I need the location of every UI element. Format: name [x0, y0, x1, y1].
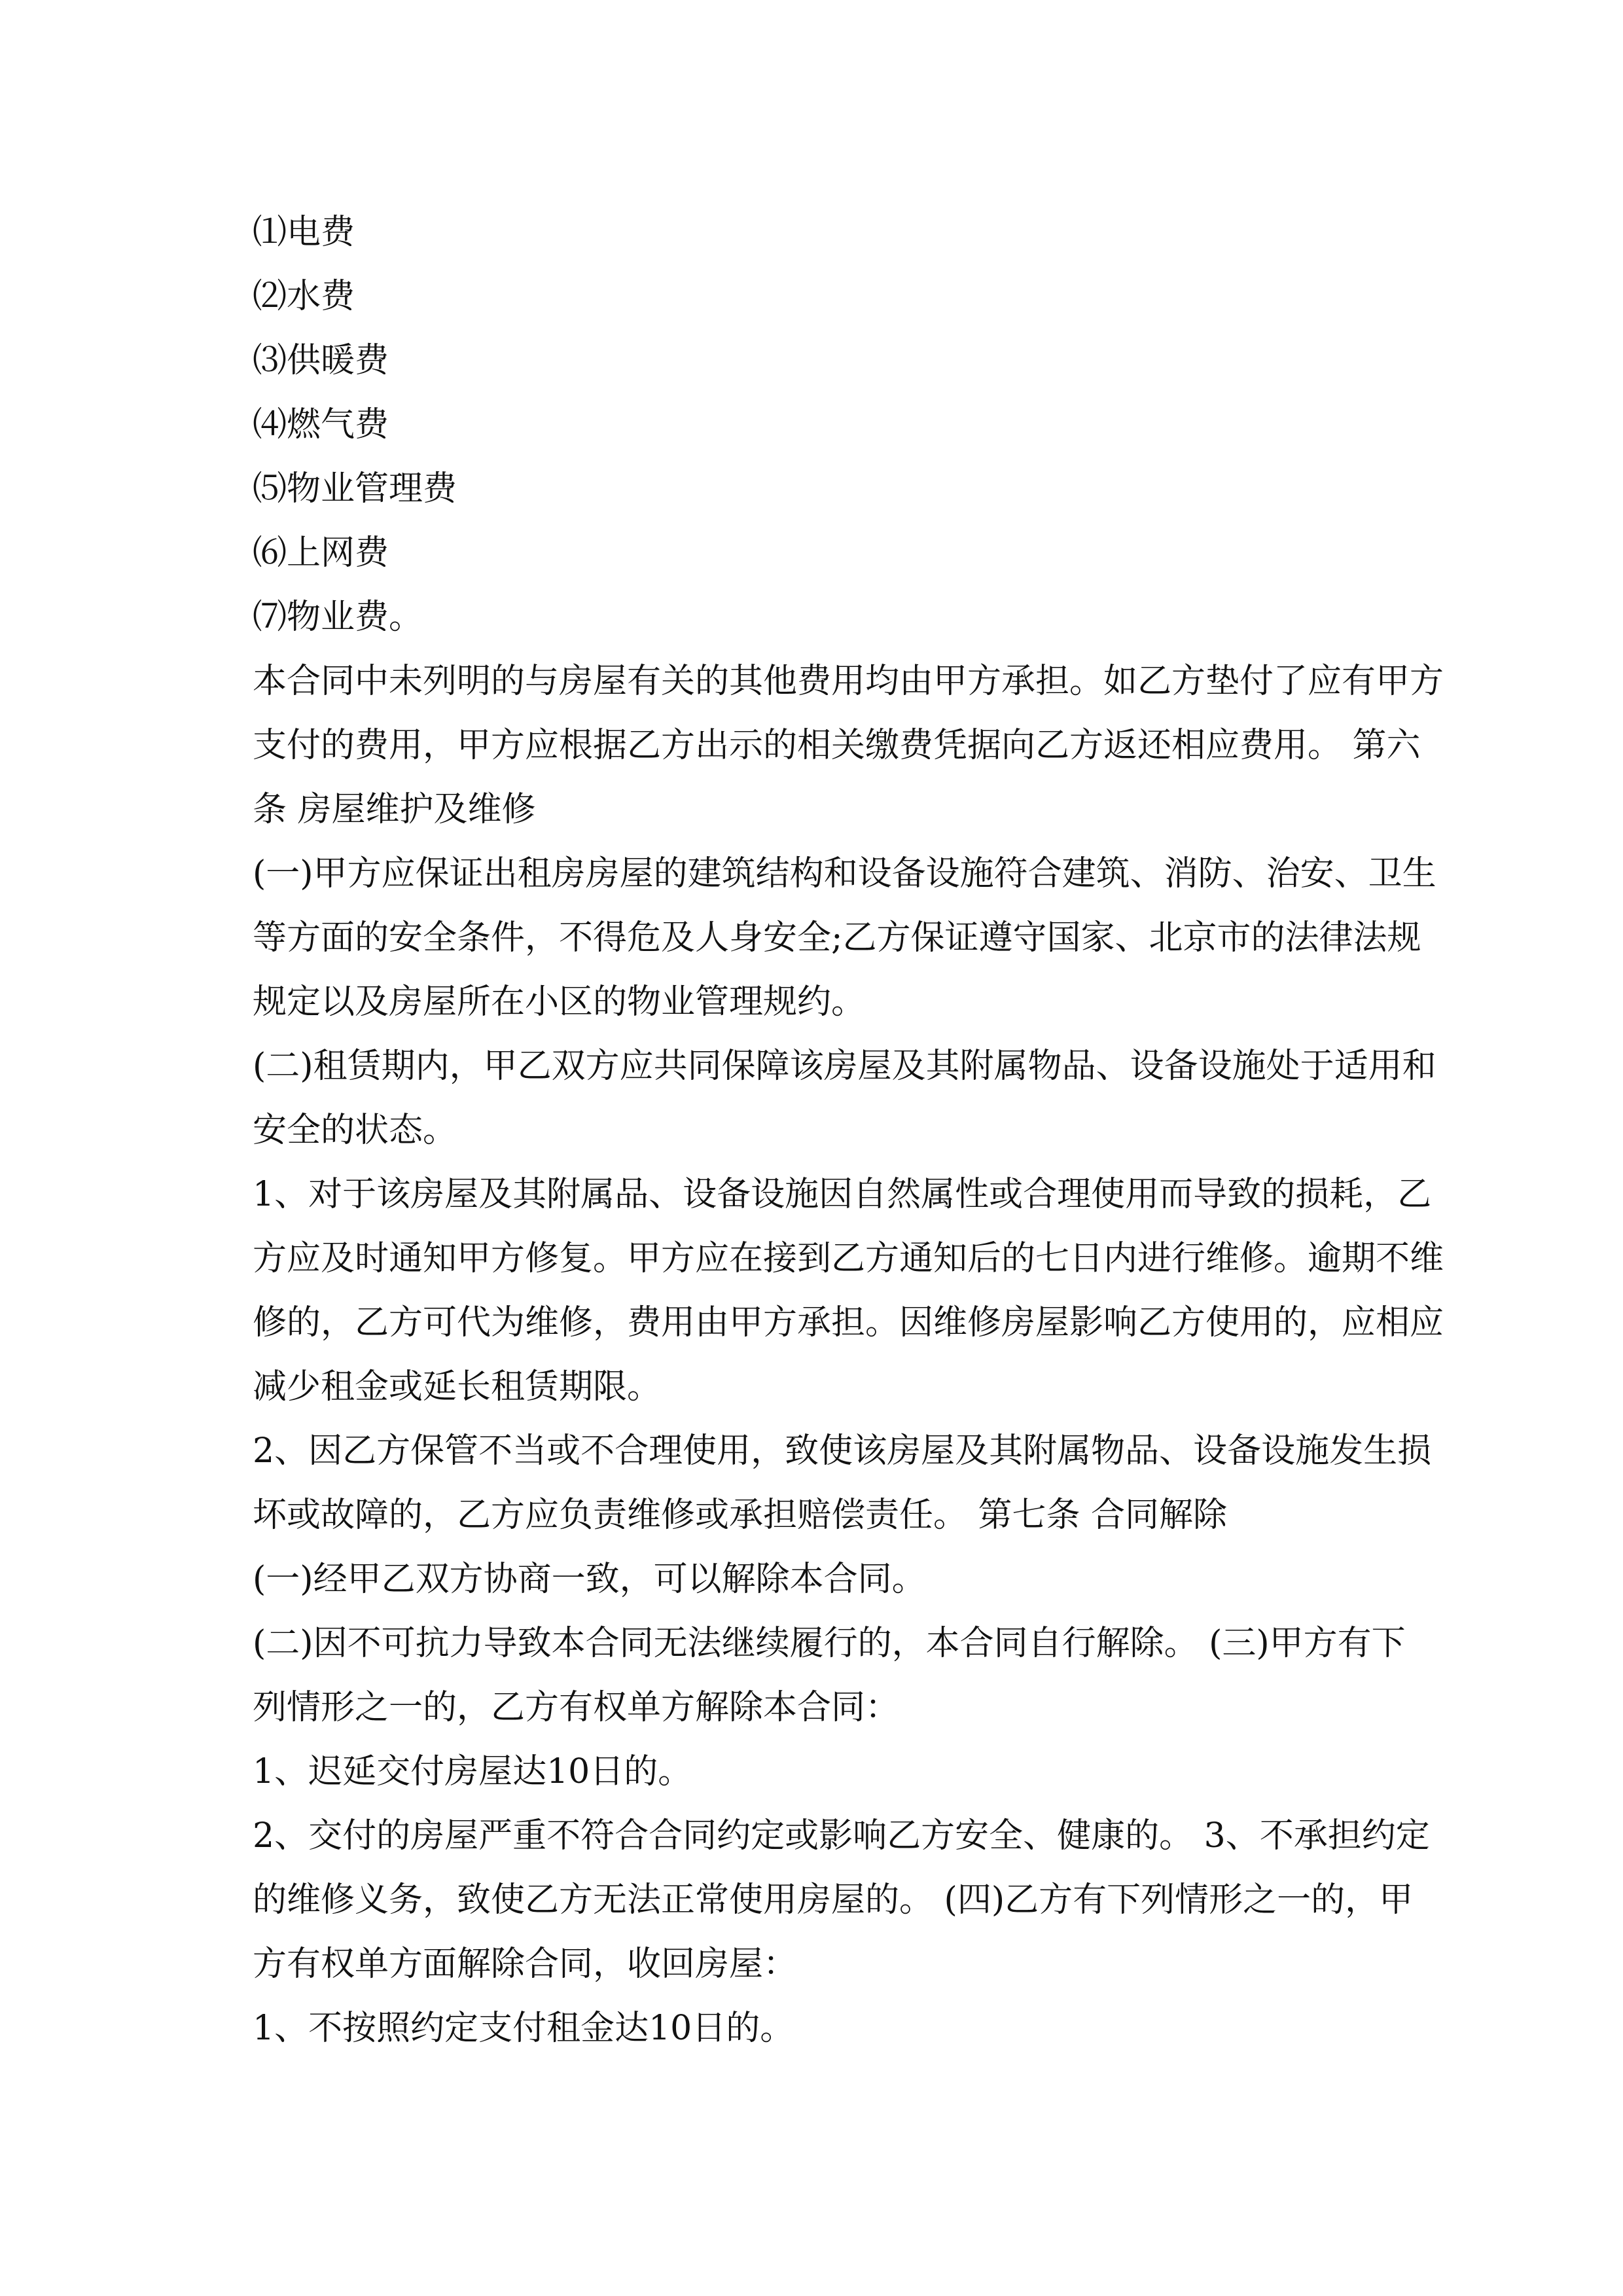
list-item-gas-fee: ⑷燃气费 [253, 405, 389, 444]
section-heading-article-6: 条 房屋维护及维修 [253, 790, 536, 829]
document-body [253, 200, 1444, 2060]
list-item-electricity-fee: ⑴电费 [253, 213, 355, 252]
text-line: 本合同中未列明的与房屋有关的其他费用均由甲方承担。如乙方垫付了应有甲方 [253, 662, 1444, 701]
list-item-water-fee: ⑵水费 [253, 277, 355, 316]
text-line: (一)甲方应保证出租房房屋的建筑结构和设备设施符合建筑、消防、治安、卫生 [253, 854, 1436, 893]
text-line: 方应及时通知甲方修复。甲方应在接到乙方通知后的七日内进行维修。逾期不维 [253, 1239, 1444, 1278]
text-line: (二)因不可抗力导致本合同无法继续履行的，本合同自行解除。 (三)甲方有下 [253, 1624, 1406, 1663]
text-line: 方有权单方面解除合同，收回房屋： [253, 1945, 798, 1984]
text-line: 1、迟延交付房屋达10日的。 [253, 1752, 692, 1791]
text-line: 安全的状态。 [253, 1111, 457, 1150]
text-line: 列情形之一的，乙方有权单方解除本合同： [253, 1688, 900, 1727]
text-line: 1、不按照约定支付租金达10日的。 [253, 2009, 794, 2048]
text-line: 修的，乙方可代为维修，费用由甲方承担。因维修房屋影响乙方使用的，应相应 [253, 1303, 1444, 1342]
text-line: 2、交付的房屋严重不符合合同约定或影响乙方安全、健康的。 3、不承担约定 [253, 1816, 1430, 1856]
text-line: 1、对于该房屋及其附属品、设备设施因自然属性或合理使用而导致的损耗，乙 [253, 1175, 1432, 1214]
list-item-internet-fee: ⑹上网费 [253, 533, 389, 573]
list-item-heating-fee: ⑶供暖费 [253, 341, 389, 380]
text-line: 减少租金或延长租赁期限。 [253, 1367, 662, 1407]
text-line-with-article-7-heading: 坏或故障的，乙方应负责维修或承担赔偿责任。 第七条 合同解除 [253, 1496, 1228, 1535]
list-item-property-management-fee: ⑸物业管理费 [253, 469, 457, 509]
text-line: 的维修义务，致使乙方无法正常使用房屋的。 (四)乙方有下列情形之一的，甲 [253, 1880, 1414, 1920]
text-line: 规定以及房屋所在小区的物业管理规约。 [253, 982, 866, 1022]
text-line: (二)租赁期内，甲乙双方应共同保障该房屋及其附属物品、设备设施处于适用和 [253, 1047, 1436, 1086]
list-item-property-fee: ⑺物业费。 [253, 598, 423, 637]
text-line: (一)经甲乙双方协商一致，可以解除本合同。 [253, 1560, 926, 1599]
text-line: 支付的费用，甲方应根据乙方出示的相关缴费凭据向乙方返还相应费用。 第六 [253, 726, 1421, 765]
text-line: 2、因乙方保管不当或不合理使用，致使该房屋及其附属物品、设备设施发生损 [253, 1431, 1432, 1471]
text-line: 等方面的安全条件，不得危及人身安全;乙方保证遵守国家、北京市的法律法规 [253, 918, 1421, 958]
